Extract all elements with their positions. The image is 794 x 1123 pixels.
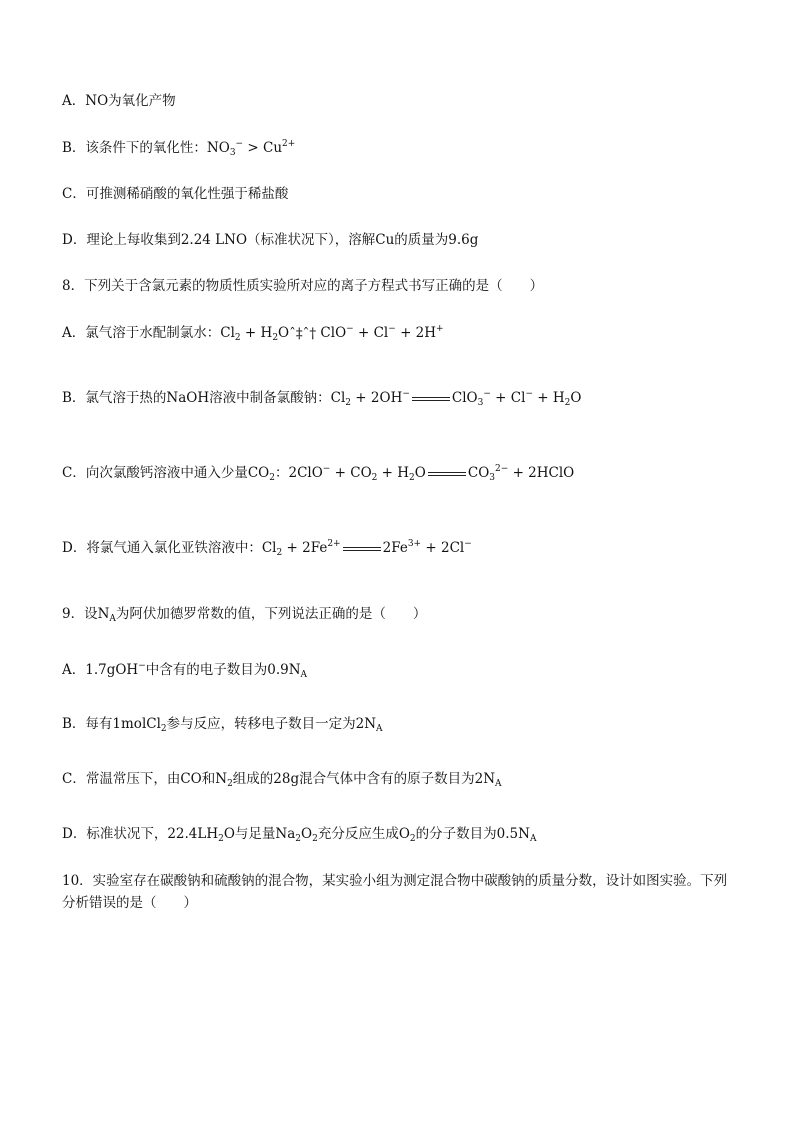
equals-sign (343, 544, 381, 554)
q8-option-c: C．向次氯酸钙溶液中通入少量$CO_2$：$2ClO^- + CO_2 + H_2O$ $CO_3^{2-}$ + 2HClO (62, 464, 575, 483)
q8-stem: 8．下列关于含氯元素的物质性质实验所对应的离子方程式书写正确的是（ ） (62, 278, 544, 294)
reversible-arrow: ˆ‡ˆ† (289, 325, 317, 342)
q9-option-c: C．常温常压下，由CO和$N_2$组成的28g混合气体中含有的原子数目为$2N_A$ (62, 771, 502, 789)
equals-sign (428, 469, 466, 479)
q7-option-a: A．NO为氧化产物 (62, 93, 176, 109)
q9-option-a: A．1.7gOH−中含有的电子数目为$0.9N_A$ (62, 661, 308, 680)
q8-option-b: B．氯气溶于热的NaOH溶液中制备氯酸钠：$Cl_2 + 2OH^-$ $ClO_3^- + Cl^- + H_2O$ (62, 389, 582, 408)
q9-stem: 9．设$N_A$为阿伏加德罗常数的值，下列说法正确的是（ ） (62, 606, 427, 624)
q8-option-a: A．氯气溶于水配制氯水：$Cl_2$ + $H_2Oˆ\ddagger ˆ\dagger$ ClO− + Cl− + 2H+ (62, 324, 444, 343)
q10-stem: 10．实验室存在碳酸钠和硫酸钠的混合物，某实验小组为测定混合物中碳酸钠的质量分数，设计如图实验。下列分析错误的是（ ） (62, 873, 728, 911)
q9-option-b: B．每有1molCl$_2$参与反应，转移电子数目一定为$2N_A$ (62, 716, 383, 734)
q7-option-d: D．理论上每收集到2.24 LNO（标准状况下），溶解Cu的质量为9.6g (62, 232, 479, 248)
q7-option-c: C．可推测稀硝酸的氧化性强于稀盐酸 (62, 186, 289, 202)
q9-option-d: D．标准状况下，$22.4LH_2O$与足量$Na_2O_2$充分反应生成$O_2$的分子数目为$0.5N_A$ (62, 826, 537, 844)
equals-sign (412, 394, 450, 404)
q7-option-b: B．该条件下的氧化性：$NO_3^- > Cu^{2+}$ (62, 139, 296, 158)
q8-option-d: D．将氯气通入氯化亚铁溶液中：$Cl_2 + 2Fe^{2+}$ $2Fe^{3+} + 2Cl^-$ (62, 539, 472, 558)
